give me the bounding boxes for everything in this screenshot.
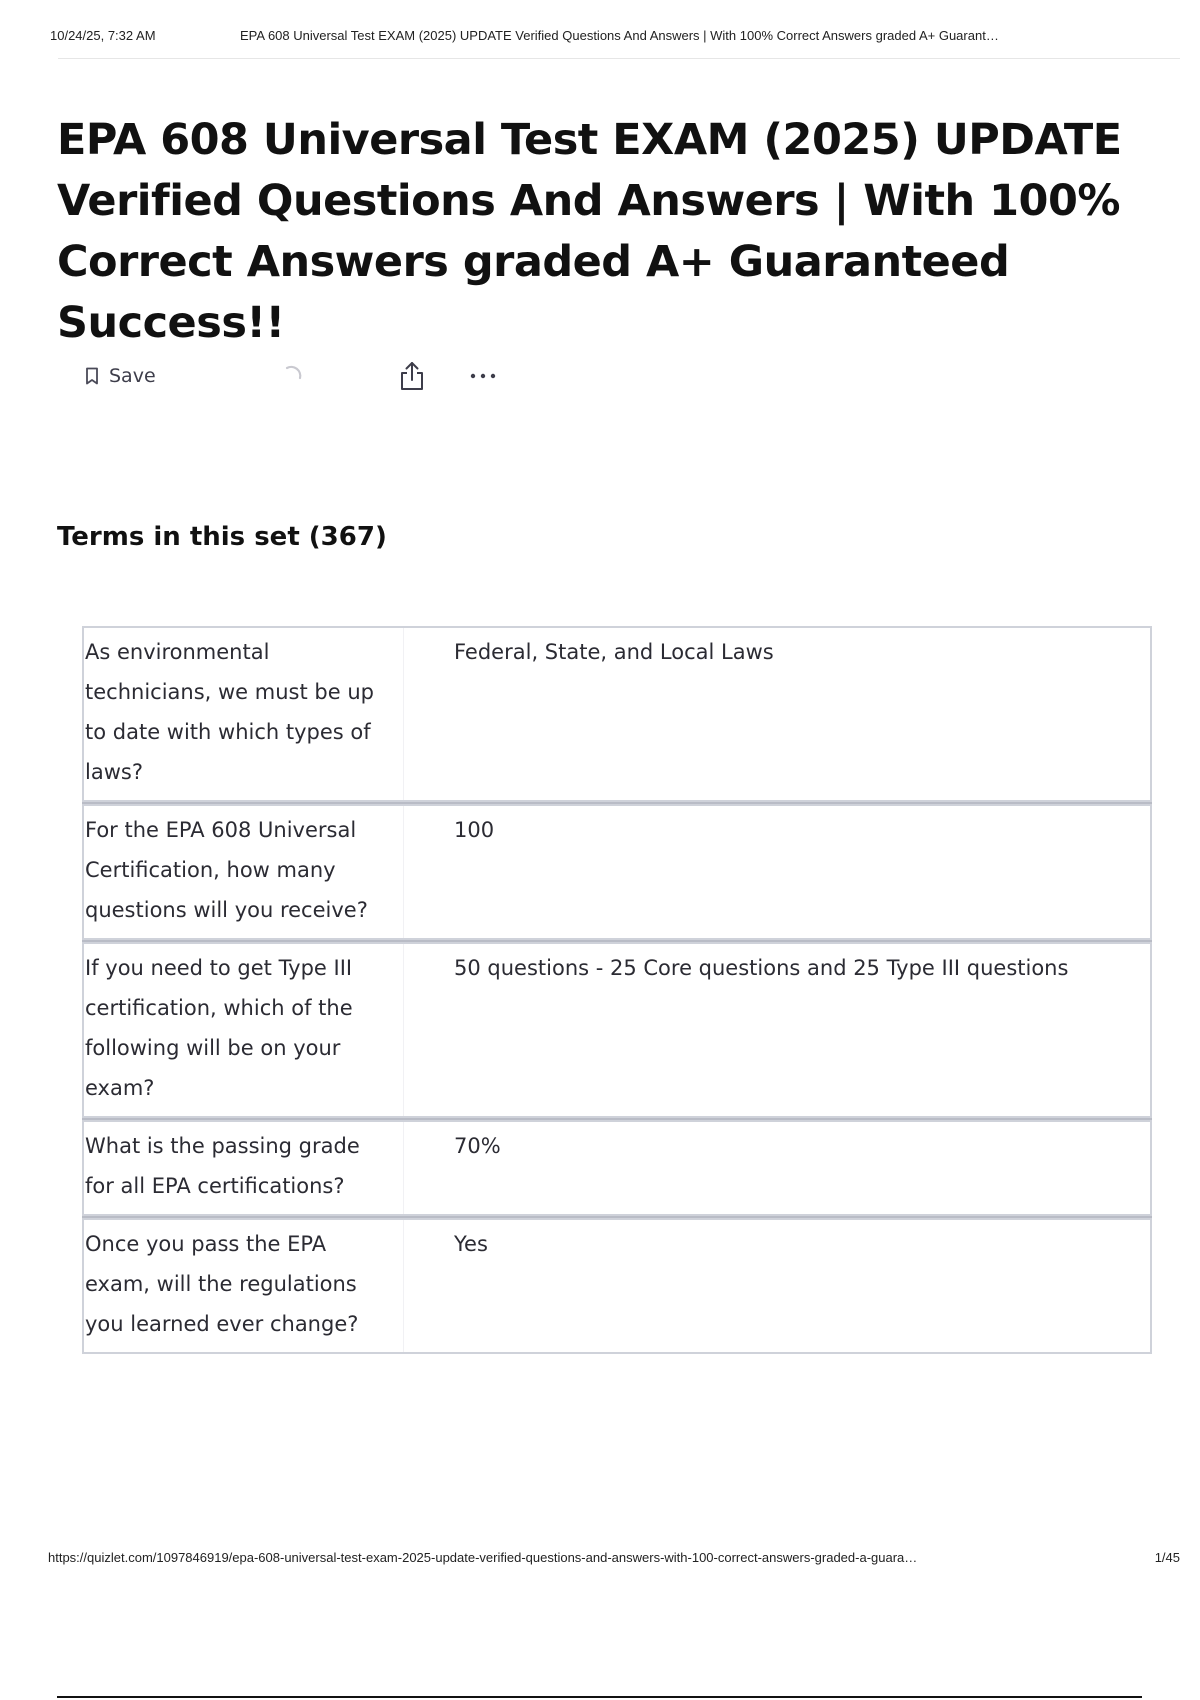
- save-label: Save: [109, 365, 156, 387]
- print-doc-title: EPA 608 Universal Test EXAM (2025) UPDATE Verified Questions And Answers | With 100% Correct Answers graded A+ Guarant…: [240, 28, 999, 43]
- term-text: For the EPA 608 Universal Certification, how many questions will you receive?: [84, 806, 404, 938]
- definition-text: Yes: [454, 1232, 488, 1256]
- definition-text: 100: [454, 818, 495, 842]
- term-text: If you need to get Type III certification, which of the following will be on your exam?: [84, 944, 404, 1116]
- definition-text: Federal, State, and Local Laws: [454, 640, 774, 664]
- term-text: What is the passing grade for all EPA certifications?: [84, 1122, 404, 1214]
- definition-text: 70%: [454, 1134, 501, 1158]
- term-row[interactable]: [82, 626, 1152, 802]
- bottom-divider: [57, 1696, 1142, 1698]
- term-row[interactable]: [82, 1218, 1152, 1354]
- header-divider: [58, 58, 1180, 59]
- print-url: https://quizlet.com/1097846919/epa-608-universal-test-exam-2025-update-verified-questions-and-answers-with-100-correct-answers-graded-a-guara…: [48, 1550, 918, 1565]
- print-header: [50, 28, 1180, 48]
- toolbar: [85, 360, 525, 392]
- more-icon[interactable]: [467, 360, 499, 392]
- spinner-icon: [281, 363, 305, 387]
- term-row[interactable]: [82, 1120, 1152, 1216]
- page-number: 1/45: [1154, 1550, 1180, 1565]
- page-title: EPA 608 Universal Test EXAM (2025) UPDATE Verified Questions And Answers | With 100% Correct Answers graded A+ Guaranteed Success!!: [57, 115, 1122, 348]
- print-footer: [48, 1550, 1180, 1570]
- terms-heading: Terms in this set (367): [57, 522, 387, 552]
- share-icon[interactable]: [397, 360, 427, 392]
- term-row[interactable]: [82, 804, 1152, 940]
- term-text: Once you pass the EPA exam, will the regulations you learned ever change?: [84, 1220, 404, 1352]
- definition-text: 50 questions - 25 Core questions and 25 Type III questions: [454, 956, 1069, 980]
- save-button[interactable]: [85, 360, 156, 392]
- term-row[interactable]: [82, 942, 1152, 1118]
- term-text: As environmental technicians, we must be up to date with which types of laws?: [84, 628, 404, 800]
- bookmark-icon: [85, 367, 99, 385]
- print-datetime: 10/24/25, 7:32 AM: [50, 28, 156, 43]
- terms-table: [82, 626, 1152, 1354]
